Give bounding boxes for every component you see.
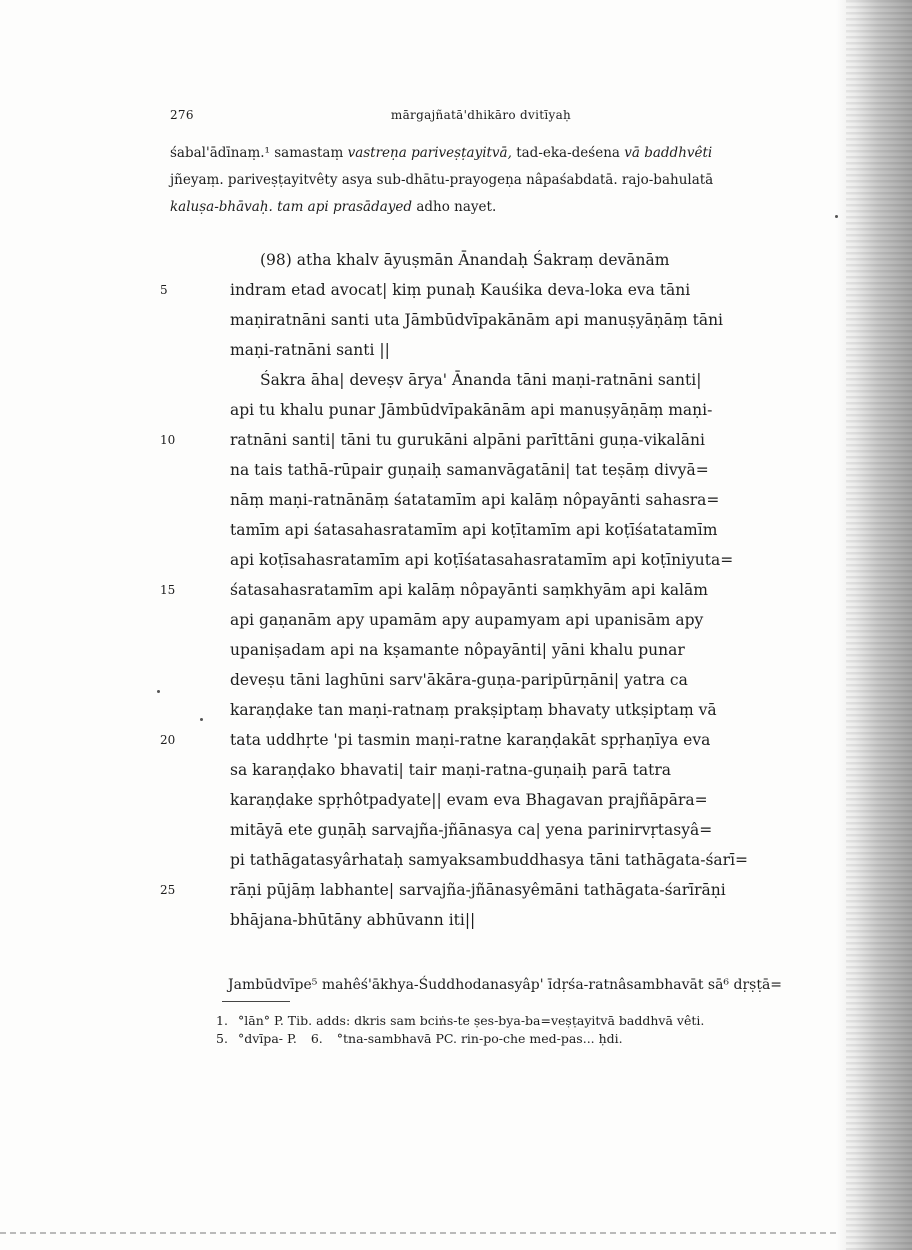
text-line <box>160 425 796 455</box>
line-number: 10 <box>160 433 176 447</box>
text-line <box>230 815 796 845</box>
line-text: bhājana-bhūtāny abhūvann iti|| <box>230 911 476 929</box>
text-line <box>160 275 796 305</box>
text-line <box>230 395 796 425</box>
line-text: tata uddhṛte 'pi tasmin maṇi-ratne karaṇḍakāt spṛhaṇīya eva <box>230 731 711 749</box>
text-line <box>230 335 796 365</box>
text-line <box>160 875 796 905</box>
footnote-number: 5. <box>216 1031 228 1046</box>
sanskrit-text-block <box>160 245 796 935</box>
scan-edge-shadow <box>836 0 912 1250</box>
margin-speck <box>835 215 838 218</box>
scan-bottom-edge <box>0 1232 840 1234</box>
text-line <box>230 785 796 815</box>
commentary-line: śabal'ādīnaṃ.¹ samastaṃ vastreṇa pariveṣṭayitvā, tad-eka-deśena vā baddhvêti <box>170 145 713 161</box>
line-number: 15 <box>160 583 176 597</box>
footnote-number: 1. <box>216 1013 228 1028</box>
text-line <box>230 845 796 875</box>
line-text: Śakra āha| deveṣv ārya' Ānanda tāni maṇi-ratnāni santi| <box>260 371 702 389</box>
text-line <box>230 305 796 335</box>
footnote-text: °dvīpa- P. <box>238 1031 297 1046</box>
margin-speck <box>157 690 160 693</box>
line-text: maṇi-ratnāni santi || <box>230 341 390 359</box>
footnote <box>216 1030 776 1048</box>
commentary-tail-line: Jambūdvīpe⁵ mahêś'ākhya-Śuddhodanasyâp' īdṛśa-ratnâsambhavāt sā⁶ dṛṣṭā= <box>228 977 783 993</box>
commentary-line: jñeyaṃ. pariveṣṭayitvêty asya sub-dhātu-prayogeṇa nâpaśabdatā. rajo-bahulatā <box>170 172 714 188</box>
line-text: api tu khalu punar Jāmbūdvīpakānām api manuṣyāṇāṃ maṇi- <box>230 401 713 419</box>
text-line <box>230 695 796 725</box>
line-number: 20 <box>160 733 176 747</box>
line-number: 5 <box>160 283 168 297</box>
commentary-paragraph <box>170 140 802 221</box>
line-text: upaniṣadam api na kṣamante nôpayānti| yāni khalu punar <box>230 641 685 659</box>
text-line <box>230 755 796 785</box>
text-line <box>230 515 796 545</box>
line-text: (98) atha khalv āyuṣmān Ānandaḥ Śakraṃ devānām <box>260 251 670 269</box>
margin-speck <box>200 718 203 721</box>
page-number: 276 <box>170 108 194 122</box>
line-text: nāṃ maṇi-ratnānāṃ śatatamīm api kalāṃ nôpayānti sahasra= <box>230 491 720 509</box>
line-text: karaṇḍake spṛhôtpadyate|| evam eva Bhagavan prajñāpāra= <box>230 791 708 809</box>
text-line <box>230 485 796 515</box>
line-text: rāṇi pūjāṃ labhante| sarvajña-jñānasyêmāni tathāgata-śarīrāṇi <box>230 881 726 899</box>
line-text: ratnāni santi| tāni tu gurukāni alpāni parīttāni guṇa-vikalāni <box>230 431 705 449</box>
line-text: na tais tathā-rūpair guṇaiḥ samanvāgatāni| tat teṣāṃ divyā= <box>230 461 709 479</box>
line-text: indram etad avocat| kiṃ punaḥ Kauśika deva-loka eva tāni <box>230 281 691 299</box>
line-text: karaṇḍake tan maṇi-ratnaṃ prakṣiptaṃ bhavaty utkṣiptaṃ vā <box>230 701 717 719</box>
line-text: api koṭīsahasratamīm api koṭīśatasahasratamīm api koṭīniyuta= <box>230 551 734 569</box>
footnote-text: 6. <box>310 1031 323 1046</box>
footnotes <box>216 1012 776 1048</box>
footnote-text: °lān° P. Tib. adds: dkris sam bciṅs-te ṣes-bya-ba=veṣṭayitvā baddhvā vêti. <box>238 1013 705 1028</box>
line-text: śatasahasratamīm api kalāṃ nôpayānti saṃkhyām api kalām <box>230 581 708 599</box>
line-text: deveṣu tāni laghūni sarv'ākāra-guṇa-paripūrṇāni| yatra ca <box>230 671 688 689</box>
text-line <box>160 575 796 605</box>
line-text: api gaṇanām apy upamām apy aupamyam api upanisām apy <box>230 611 704 629</box>
text-line <box>230 545 796 575</box>
line-text: tamīm api śatasahasratamīm api koṭītamīm api koṭīśatatamīm <box>230 521 718 539</box>
text-line <box>230 605 796 635</box>
footnote-text: °tna-sambhavā PC. rin-po-che med-pas... ḥdi. <box>336 1031 623 1046</box>
text-line <box>230 365 796 395</box>
footnote <box>216 1012 776 1030</box>
line-number: 25 <box>160 883 176 897</box>
line-text: sa karaṇḍako bhavati| tair maṇi-ratna-guṇaiḥ parā tatra <box>230 761 671 779</box>
commentary-line: kaluṣa-bhāvaḥ. tam api prasādayed adho nayet. <box>170 199 497 215</box>
text-line <box>230 245 796 275</box>
text-line <box>160 725 796 755</box>
running-head <box>170 108 792 126</box>
text-line <box>230 635 796 665</box>
line-text: mitāyā ete guṇāḥ sarvajña-jñānasya ca| yena parinirvṛtasyâ= <box>230 821 713 839</box>
line-text: pi tathāgatasyârhataḥ samyaksambuddhasya tāni tathāgata-śarī= <box>230 851 749 869</box>
running-head-title: mārgajñatā'dhikāro dvitīyaḥ <box>390 108 572 122</box>
footnote-separator <box>222 1001 290 1002</box>
text-line <box>230 455 796 485</box>
text-line <box>230 905 796 935</box>
line-text: maṇiratnāni santi uta Jāmbūdvīpakānām api manuṣyāṇāṃ tāni <box>230 311 724 329</box>
text-line <box>230 665 796 695</box>
